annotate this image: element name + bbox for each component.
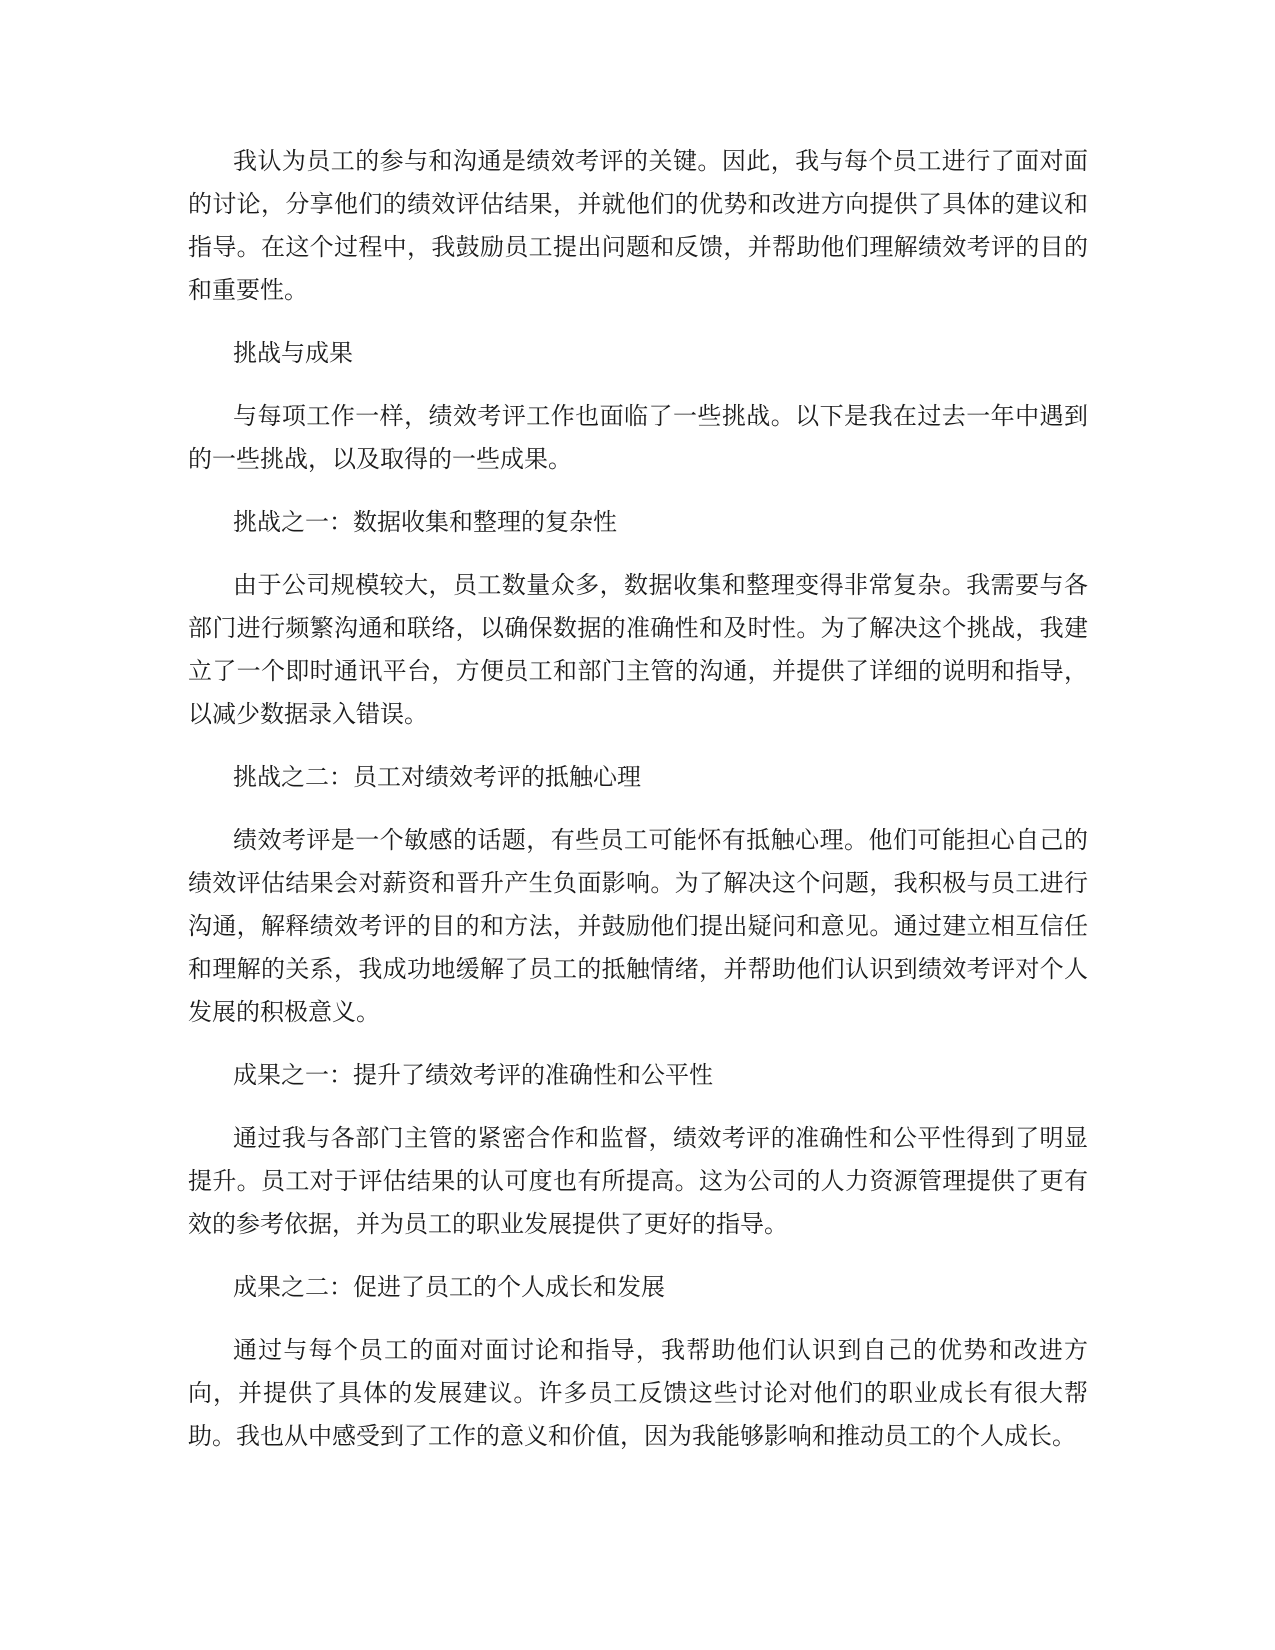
- paragraph-challenges-intro: 与每项工作一样，绩效考评工作也面临了一些挑战。以下是我在过去一年中遇到的一些挑战，以及取得的一些成果。: [188, 402, 1088, 473]
- heading-challenge-one: 挑战之一：数据收集和整理的复杂性: [233, 508, 617, 536]
- paragraph-result-one: 通过我与各部门主管的紧密合作和监督，绩效考评的准确性和公平性得到了明显提升。员工对于评估结果的认可度也有所提高。这为公司的人力资源管理提供了更有效的参考依据，并为员工的职业发展提供了更好的指导。: [188, 1124, 1088, 1238]
- heading-challenge-two: 挑战之二：员工对绩效考评的抵触心理: [233, 763, 641, 791]
- heading-result-two: 成果之二：促进了员工的个人成长和发展: [233, 1273, 665, 1301]
- paragraph-challenge-two: 绩效考评是一个敏感的话题，有些员工可能怀有抵触心理。他们可能担心自己的绩效评估结果会对薪资和晋升产生负面影响。为了解决这个问题，我积极与员工进行沟通，解释绩效考评的目的和方法，并鼓励他们提出疑问和意见。通过建立相互信任和理解的关系，我成功地缓解了员工的抵触情绪，并帮助他们认识到绩效考评对个人发展的积极意义。: [188, 826, 1088, 1026]
- heading-result-one: 成果之一：提升了绩效考评的准确性和公平性: [233, 1061, 713, 1089]
- paragraph-challenge-one: 由于公司规模较大，员工数量众多，数据收集和整理变得非常复杂。我需要与各部门进行频繁沟通和联络，以确保数据的准确性和及时性。为了解决这个挑战，我建立了一个即时通讯平台，方便员工和部门主管的沟通，并提供了详细的说明和指导，以减少数据录入错误。: [188, 571, 1088, 728]
- paragraph-result-two: 通过与每个员工的面对面讨论和指导，我帮助他们认识到自己的优势和改进方向，并提供了具体的发展建议。许多员工反馈这些讨论对他们的职业成长有很大帮助。我也从中感受到了工作的意义和价值，因为我能够影响和推动员工的个人成长。: [188, 1336, 1088, 1450]
- document-body: [188, 140, 1088, 1478]
- paragraph-employee-communication: 我认为员工的参与和沟通是绩效考评的关键。因此，我与每个员工进行了面对面的讨论，分享他们的绩效评估结果，并就他们的优势和改进方向提供了具体的建议和指导。在这个过程中，我鼓励员工提出问题和反馈，并帮助他们理解绩效考评的目的和重要性。: [188, 147, 1088, 304]
- heading-challenges-and-results: 挑战与成果: [233, 339, 353, 367]
